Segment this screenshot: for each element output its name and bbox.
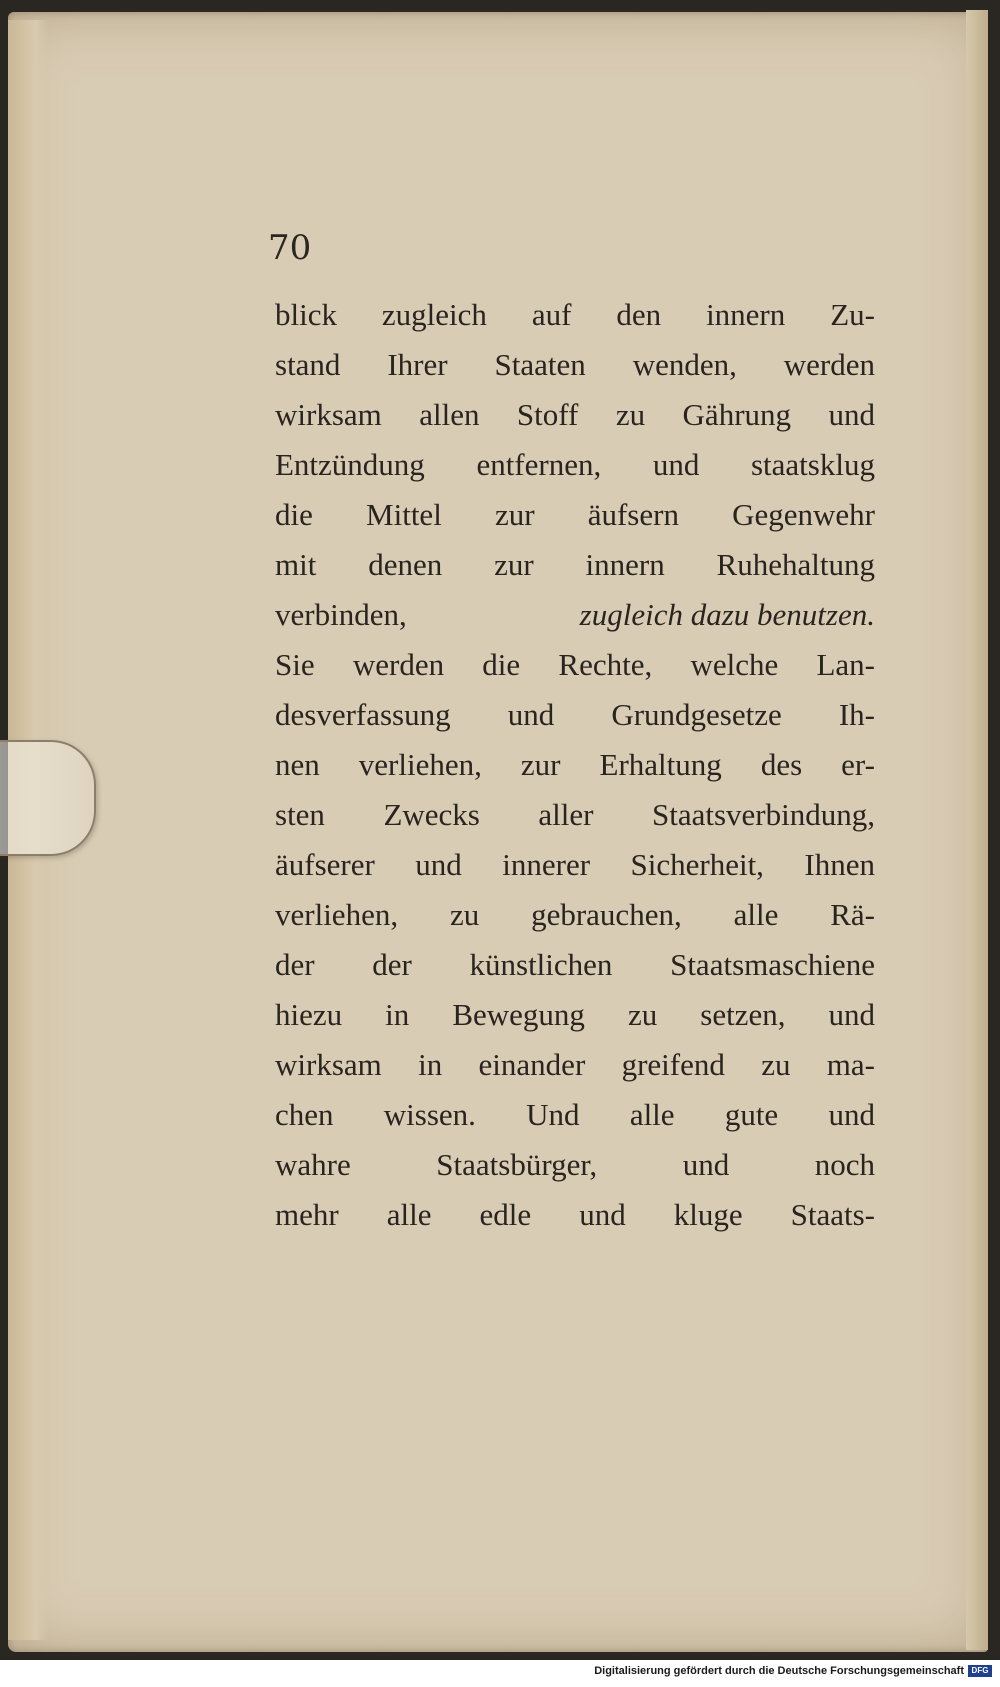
text-word: Staatsverbindung, <box>651 797 875 832</box>
text-word: zu <box>449 897 480 932</box>
text-word: den <box>616 297 662 332</box>
text-line <box>275 340 875 390</box>
text-word: Zu- <box>830 297 875 332</box>
text-word: Staatsbürger, <box>436 1147 598 1182</box>
text-word: hiezu <box>275 997 343 1032</box>
text-word: und <box>828 997 875 1032</box>
text-line <box>275 790 875 840</box>
text-word: verliehen, <box>275 897 399 932</box>
text-word: und <box>828 397 875 432</box>
text-word: Ihnen <box>804 847 875 882</box>
text-word: Sicherheit, <box>630 847 764 882</box>
text-word: werden <box>783 347 875 382</box>
text-line <box>275 640 875 690</box>
text-word: künstlichen <box>469 947 613 982</box>
text-word: einander <box>478 1047 586 1082</box>
text-word: greifend <box>621 1047 725 1082</box>
text-line <box>275 690 875 740</box>
text-word: der <box>372 947 412 982</box>
text-word: Staaten <box>494 347 586 382</box>
text-word: des <box>760 747 803 782</box>
text-word: staatsklug <box>750 447 875 482</box>
text-word: und <box>652 447 700 482</box>
text-word: Staatsmaschiene <box>670 947 875 982</box>
text-word: gute <box>724 1097 779 1132</box>
text-word: denen <box>368 547 443 582</box>
text-word: verbinden, <box>275 597 407 632</box>
text-word: Und <box>526 1097 580 1132</box>
text-word: zur <box>494 547 534 582</box>
text-word: wenden, <box>632 347 737 382</box>
text-word: Zwecks <box>383 797 480 832</box>
text-word: in <box>418 1047 443 1082</box>
text-word: aller <box>538 797 594 832</box>
text-word: und <box>682 1147 730 1182</box>
text-word: nen <box>275 747 320 782</box>
text-word: er- <box>841 747 875 782</box>
text-word: und <box>415 847 462 882</box>
text-word: Sie <box>275 647 315 682</box>
text-word: setzen, <box>700 997 786 1032</box>
text-word: desverfassung <box>275 697 451 732</box>
text-word: entfernen, <box>476 447 602 482</box>
text-line <box>275 1090 875 1140</box>
text-word: Rechte, <box>558 647 653 682</box>
text-word: alle <box>386 1197 432 1232</box>
text-word: mehr <box>275 1197 339 1232</box>
text-word: kluge <box>673 1197 743 1232</box>
page-clip <box>0 740 96 856</box>
text-word: Rä- <box>830 897 875 932</box>
text-word: wahre <box>275 1147 351 1182</box>
text-word: zugleich <box>381 297 487 332</box>
text-word: und <box>828 1097 875 1132</box>
text-line <box>275 1190 875 1240</box>
text-line <box>275 740 875 790</box>
page-edge-right <box>966 10 988 1650</box>
text-word: Bewegung <box>452 997 585 1032</box>
text-word: Entzündung <box>275 447 425 482</box>
dfg-logo-icon: DFG <box>968 1665 992 1677</box>
text-word: werden <box>352 647 445 682</box>
text-line <box>275 440 875 490</box>
text-word: zu <box>761 1047 791 1082</box>
text-word: Ihrer <box>387 347 448 382</box>
text-word: zu <box>627 997 658 1032</box>
text-word: wirksam <box>275 1047 382 1082</box>
text-word: sten <box>275 797 325 832</box>
text-word: Gegenwehr <box>732 497 875 532</box>
text-word: und <box>579 1197 626 1232</box>
text-word: die <box>275 497 313 532</box>
text-word: stand <box>275 347 341 382</box>
text-word: alle <box>733 897 779 932</box>
text-word: Gährung <box>682 397 792 432</box>
text-word: äufsern <box>587 497 679 532</box>
text-line <box>275 890 875 940</box>
text-line <box>275 490 875 540</box>
text-word: Erhaltung <box>599 747 722 782</box>
page-number: 70 <box>268 228 312 268</box>
text-line <box>275 1140 875 1190</box>
text-word: Stoff <box>516 397 579 432</box>
text-word: noch <box>814 1147 875 1182</box>
text-line <box>275 840 875 890</box>
text-word: innern <box>585 547 665 582</box>
text-word: auf <box>531 297 572 332</box>
text-line <box>275 1040 875 1090</box>
footer-credit-text: Digitalisierung gefördert durch die Deutsche Forschungsgemeinschaft <box>594 1665 964 1677</box>
text-word: Mittel <box>366 497 442 532</box>
text-word: verliehen, <box>358 747 482 782</box>
text-word: Lan- <box>816 647 875 682</box>
text-word: zugleich dazu benutzen. <box>579 597 875 632</box>
text-word: mit <box>275 547 317 582</box>
text-word: Grundgesetze <box>611 697 782 732</box>
text-line <box>275 290 875 340</box>
text-word: ma- <box>826 1047 875 1082</box>
text-word: und <box>507 697 555 732</box>
text-line <box>275 590 875 640</box>
text-line <box>275 940 875 990</box>
text-word: der <box>275 947 315 982</box>
footer-credit <box>594 1665 992 1677</box>
text-word: edle <box>479 1197 532 1232</box>
text-word: in <box>385 997 410 1032</box>
text-word: Staats- <box>790 1197 875 1232</box>
text-word: welche <box>690 647 779 682</box>
text-word: blick <box>275 297 337 332</box>
text-word: wissen. <box>383 1097 476 1132</box>
text-word: zur <box>494 497 535 532</box>
text-word: innern <box>706 297 786 332</box>
text-line <box>275 540 875 590</box>
text-line <box>275 390 875 440</box>
body-text <box>275 290 875 1240</box>
text-word: äufserer <box>275 847 375 882</box>
text-word: wirksam <box>275 397 382 432</box>
text-line <box>275 990 875 1040</box>
text-word: gebrauchen, <box>531 897 682 932</box>
text-word: zur <box>520 747 561 782</box>
text-word: chen <box>275 1097 334 1132</box>
text-word: innerer <box>502 847 591 882</box>
text-word: zu <box>615 397 646 432</box>
text-word: Ruhehaltung <box>716 547 875 582</box>
text-word: die <box>482 647 521 682</box>
text-word: Ih- <box>838 697 875 732</box>
text-word: allen <box>419 397 480 432</box>
text-word: alle <box>629 1097 675 1132</box>
